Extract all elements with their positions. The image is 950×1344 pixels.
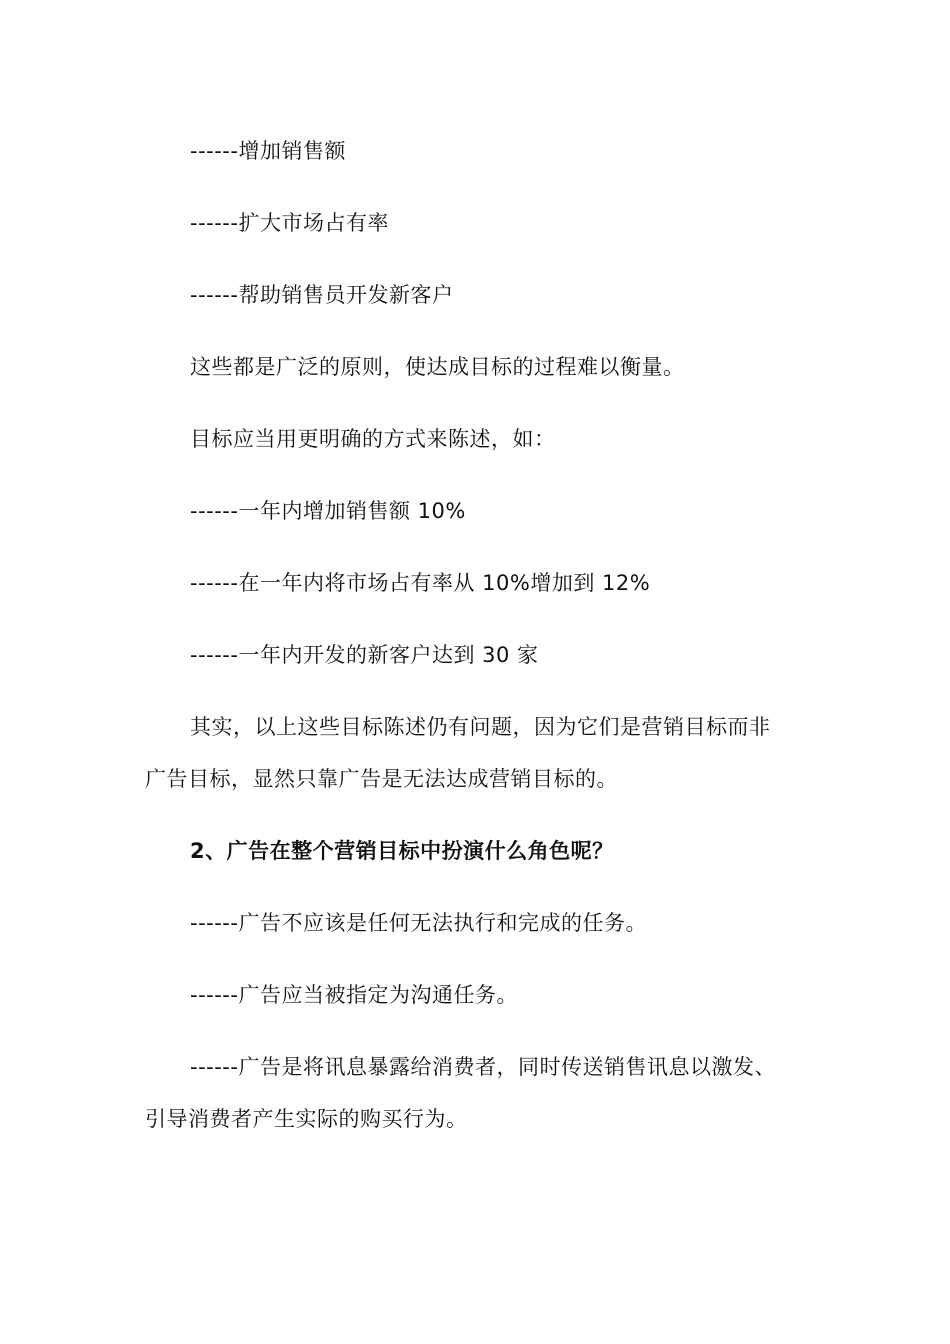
paragraph-line: 引导消费者产生实际的购买行为。 bbox=[145, 1107, 468, 1131]
text-line: ------广告应当被指定为沟通任务。 bbox=[190, 983, 518, 1007]
section-heading: 2、广告在整个营销目标中扮演什么角色呢？ bbox=[190, 839, 614, 863]
paragraph-line: ------广告是将讯息暴露给消费者，同时传送销售讯息以激发、 bbox=[190, 1055, 776, 1079]
paragraph-line: 其实，以上这些目标陈述仍有问题，因为它们是营销目标而非 bbox=[190, 715, 771, 739]
text-line: ------一年内开发的新客户达到 30 家 bbox=[190, 643, 539, 667]
text-line: ------扩大市场占有率 bbox=[190, 211, 389, 235]
text-line: 这些都是广泛的原则，使达成目标的过程难以衡量。 bbox=[190, 355, 685, 379]
text-line: 目标应当用更明确的方式来陈述，如： bbox=[190, 427, 556, 451]
text-line: ------一年内增加销售额 10% bbox=[190, 499, 466, 523]
text-line: ------广告不应该是任何无法执行和完成的任务。 bbox=[190, 911, 647, 935]
text-line: ------增加销售额 bbox=[190, 139, 346, 163]
text-line: ------在一年内将市场占有率从 10%增加到 12% bbox=[190, 571, 651, 595]
paragraph-line: 广告目标，显然只靠广告是无法达成营销目标的。 bbox=[145, 767, 618, 791]
text-line: ------帮助销售员开发新客户 bbox=[190, 283, 454, 307]
